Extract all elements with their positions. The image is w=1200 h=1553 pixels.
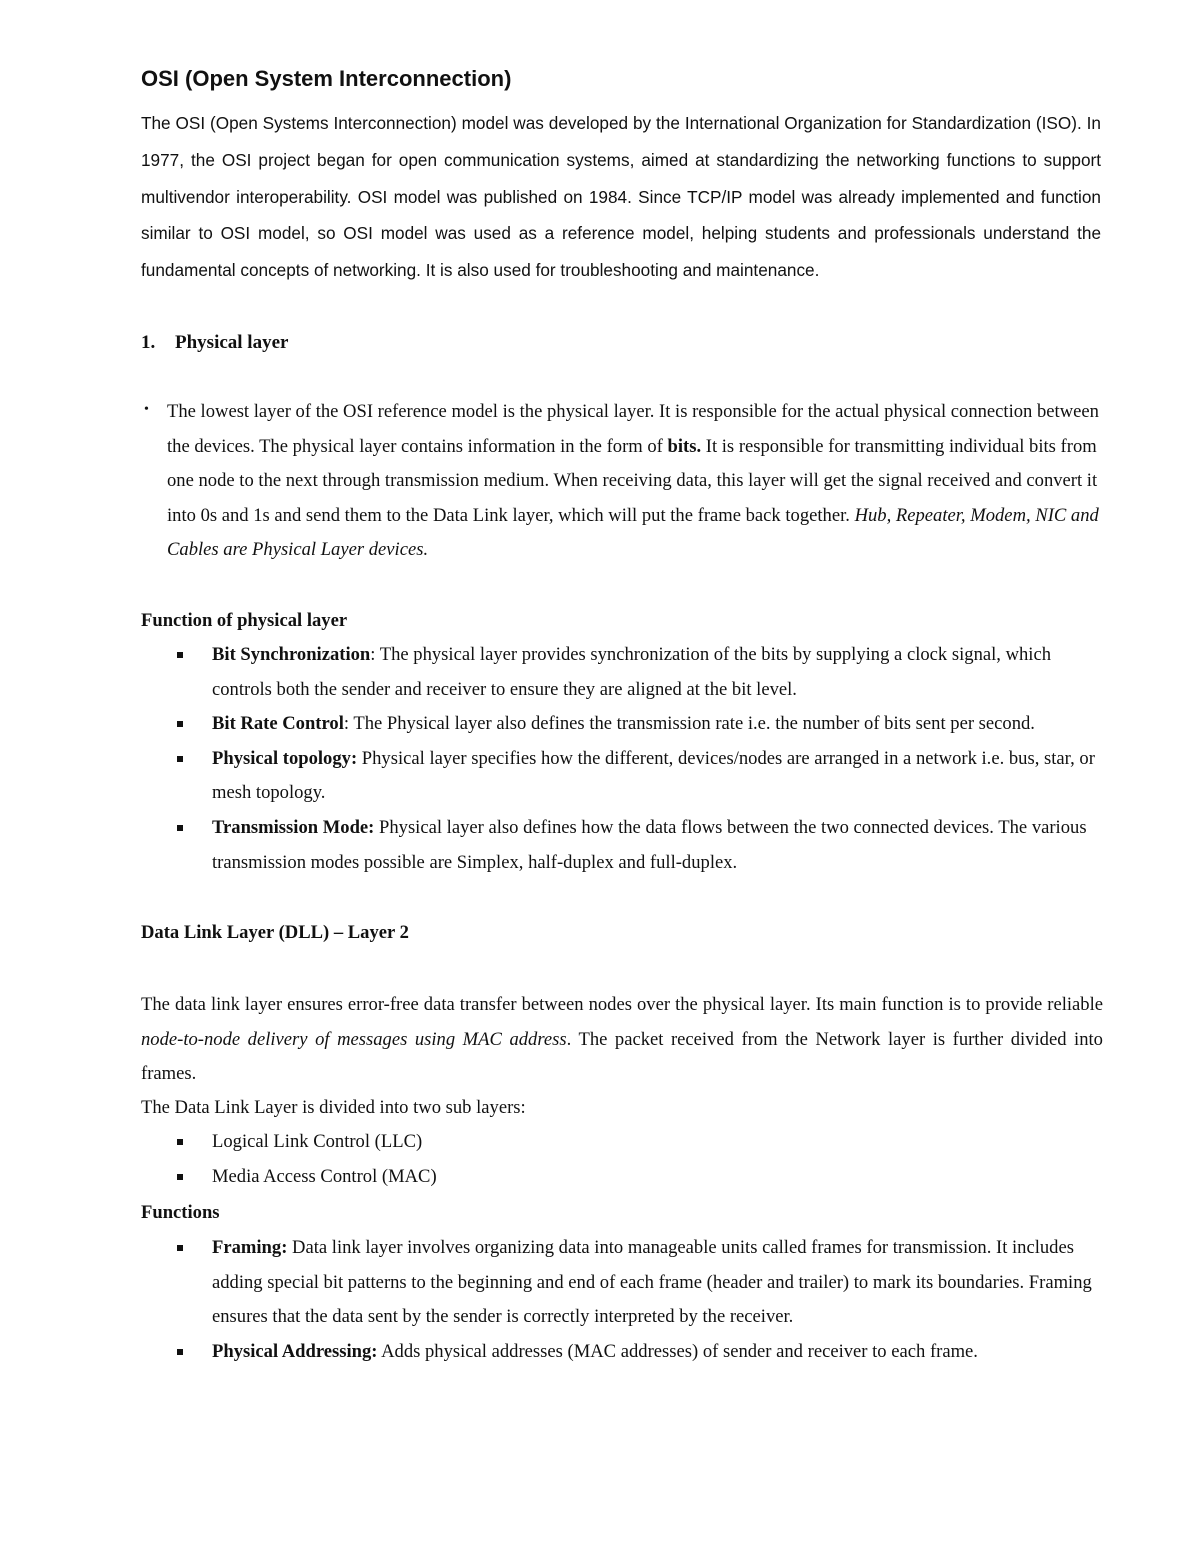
physical-layer-title: Physical layer: [175, 332, 289, 353]
sublayer-label: Media Access Control (MAC): [212, 1165, 437, 1187]
datalink-functions-heading: Functions: [141, 1202, 220, 1223]
intro-paragraph: The OSI (Open Systems Interconnection) model was developed by the International Organization for Standardization (ISO). In 1977, the OSI project began for open communication systems, aimed at standardizing the networking functions to support multivendor interoperability. OSI model was published on 1984. Since TCP/IP model was already implemented and function similar to OSI model, so OSI model was used as a reference model, helping students and professionals understand the fundamental concepts of networking. It is also used for troubleshooting and maintenance.: [141, 113, 1101, 281]
physical-layer-heading: [141, 328, 288, 358]
square-bullet-icon: [177, 1349, 183, 1355]
physical-para-part1: The lowest layer of the OSI reference model is the physical layer. It is responsible for the actual physical connection between the devices. The physical layer contains information in the form of: [167, 401, 1099, 457]
physical-para-bold: bits.: [667, 435, 702, 457]
square-bullet-icon: [177, 1245, 183, 1251]
square-bullet-icon: [177, 1174, 183, 1180]
sublayer-label: Logical Link Control (LLC): [212, 1131, 423, 1152]
list-item: [141, 1335, 1106, 1370]
square-bullet-icon: [177, 756, 183, 762]
square-bullet-icon: [177, 825, 183, 831]
sublayers-list: [141, 1125, 1106, 1194]
function-term: Framing:: [212, 1237, 288, 1258]
function-term: Physical Addressing:: [212, 1340, 378, 1362]
function-text: Adds physical addresses (MAC addresses) of sender and receiver to each frame.: [377, 1340, 978, 1362]
physical-layer-number: 1.: [141, 332, 156, 353]
document-title: OSI (Open System Interconnection): [141, 66, 512, 91]
physical-functions-list: [141, 638, 1106, 880]
function-text: : The Physical layer also defines the transmission rate i.e. the number of bits sent per second.: [343, 713, 1035, 735]
list-item: [141, 742, 1106, 811]
function-term: Bit Synchronization: [212, 644, 371, 665]
function-text: Physical layer specifies how the different, devices/nodes are arranged in a network i.e. bus, star, or mesh topology.: [212, 747, 1095, 804]
list-item: [141, 811, 1106, 880]
bullet-icon: •: [144, 402, 149, 417]
physical-para-part2: It is responsible for transmitting individual bits from one node to the next through transmission medium. When receiving data, this layer will get the signal received and convert it into 0s and 1s and send them to the Data Link layer, which will put the frame back together.: [167, 435, 1098, 526]
function-term: Physical topology:: [212, 747, 358, 769]
sublayers-intro: The Data Link Layer is divided into two sub layers:: [141, 1097, 526, 1118]
list-item: [141, 1231, 1106, 1335]
physical-layer-paragraph: [167, 395, 1107, 568]
list-item: [141, 707, 1106, 742]
function-term: Bit Rate Control: [212, 713, 344, 735]
datalink-para-part2: . The packet received from the Network layer is further divided into frames.: [141, 1028, 1103, 1085]
function-text: Physical layer also defines how the data flows between the two connected devices. The various transmission modes possible are Simplex, half-duplex and full-duplex.: [212, 816, 1087, 873]
list-item: [141, 1125, 1106, 1160]
physical-para-italic: Hub, Repeater, Modem, NIC and Cables are Physical Layer devices.: [167, 504, 1099, 561]
datalink-paragraph: [141, 988, 1103, 1092]
datalink-para-italic: node-to-node delivery of messages using MAC address: [141, 1028, 567, 1050]
list-item: [141, 1160, 1106, 1195]
datalink-heading: Data Link Layer (DLL) – Layer 2: [141, 922, 409, 943]
physical-functions-heading: Function of physical layer: [141, 610, 348, 631]
function-text: Data link layer involves organizing data into manageable units called frames for transmission. It includes adding special bit patterns to the beginning and end of each frame (header and trailer) to mark its boundaries. Framing ensures that the data sent by the sender is correctly interpreted by the receiver.: [212, 1237, 1092, 1328]
datalink-functions-list: [141, 1231, 1106, 1369]
list-item: [141, 638, 1106, 707]
function-term: Transmission Mode:: [212, 816, 375, 838]
square-bullet-icon: [177, 652, 183, 658]
square-bullet-icon: [177, 721, 183, 727]
square-bullet-icon: [177, 1139, 183, 1145]
function-text: : The physical layer provides synchronization of the bits by supplying a clock signal, which controls both the sender and receiver to ensure they are aligned at the bit level.: [212, 644, 1052, 700]
datalink-para-part1: The data link layer ensures error-free data transfer between nodes over the physical layer. Its main function is to provide reliable: [141, 994, 1103, 1015]
